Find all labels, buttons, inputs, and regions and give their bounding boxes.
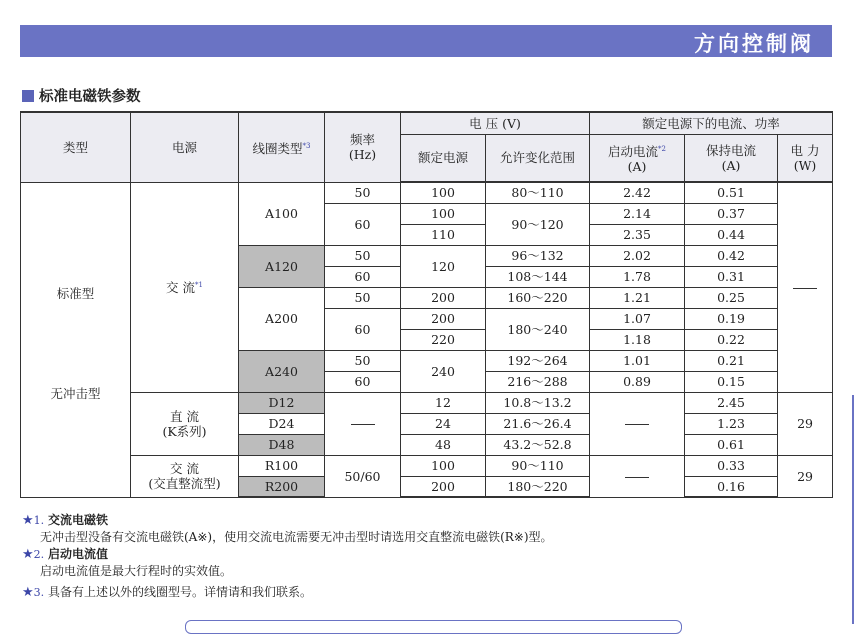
rated-cell: 110 xyxy=(401,224,486,245)
range-cell: 180～220 xyxy=(486,476,590,497)
hold-cell: 0.21 xyxy=(685,350,778,371)
range-cell: 10.8～13.2 xyxy=(486,392,590,413)
start-cell xyxy=(590,392,685,455)
hold-cell: 0.61 xyxy=(685,434,778,455)
rated-cell: 200 xyxy=(401,308,486,329)
start-cell: 1.07 xyxy=(590,308,685,329)
header-power-source: 电源 xyxy=(131,112,239,182)
page-banner xyxy=(20,25,832,57)
hold-cell: 0.33 xyxy=(685,455,778,476)
rated-cell: 100 xyxy=(401,455,486,476)
side-decoration-line xyxy=(852,395,854,624)
footnote-number: 2. xyxy=(33,548,45,561)
start-cell: 1.01 xyxy=(590,350,685,371)
section-heading xyxy=(22,85,141,105)
dash-mark xyxy=(625,424,649,425)
hold-cell: 1.23 xyxy=(685,413,778,434)
hold-cell: 0.16 xyxy=(685,476,778,497)
rated-cell: 220 xyxy=(401,329,486,350)
section-title: 标准电磁铁参数 xyxy=(39,89,141,105)
freq-cell: 60 xyxy=(325,266,401,287)
start-cell: 0.89 xyxy=(590,371,685,392)
header-frequency-unit: (Hz) xyxy=(348,147,377,163)
power-w-cell: 29 xyxy=(778,455,833,497)
start-cell: 1.18 xyxy=(590,329,685,350)
freq-cell: 50/60 xyxy=(325,455,401,497)
header-current-power: 额定电源下的电流、功率 xyxy=(590,112,833,134)
footnote-mark: *1 xyxy=(195,281,203,290)
power-dc-label: 直 流 xyxy=(170,408,199,424)
table-row xyxy=(21,455,833,476)
footnotes xyxy=(22,512,553,601)
power-ac xyxy=(131,182,239,392)
range-cell: 216～288 xyxy=(486,371,590,392)
header-coil-type-label: 线圈类型 xyxy=(252,140,303,156)
power-acdc-sub: (交直整流型) xyxy=(148,476,221,491)
range-cell: 80～110 xyxy=(486,182,590,203)
hold-cell: 0.22 xyxy=(685,329,778,350)
footnote-number: 1. xyxy=(33,514,45,527)
type-shockless: 无冲击型 xyxy=(50,385,101,401)
rated-cell: 120 xyxy=(401,245,486,287)
hold-cell: 0.44 xyxy=(685,224,778,245)
power-ac-label: 交 流 xyxy=(166,280,195,296)
footnote-text: 启动电流值是最大行程时的实效值。 xyxy=(40,564,233,578)
header-start-current-label: 启动电流 xyxy=(608,143,659,159)
start-cell xyxy=(590,455,685,497)
rated-cell: 240 xyxy=(401,350,486,392)
footnote-title: 启动电流值 xyxy=(47,547,108,561)
footnote-text: 无冲击型没备有交流电磁铁(A※)，使用交流电流需要无冲击型时请选用交直整流电磁铁(R※)型。 xyxy=(40,530,553,544)
bottom-frame xyxy=(185,620,682,634)
start-cell: 1.78 xyxy=(590,266,685,287)
coil-cell: A200 xyxy=(239,287,325,350)
range-cell: 160～220 xyxy=(486,287,590,308)
hold-cell: 0.19 xyxy=(685,308,778,329)
rated-cell: 100 xyxy=(401,203,486,224)
footnote-number: 3. xyxy=(33,586,45,599)
header-frequency xyxy=(325,112,401,182)
header-rated-source: 额定电源 xyxy=(401,134,486,182)
type-cell xyxy=(21,182,131,497)
range-cell: 108～144 xyxy=(486,266,590,287)
coil-cell: A100 xyxy=(239,182,325,245)
header-power-w-unit: (W) xyxy=(793,157,817,173)
star-icon: ★ xyxy=(22,547,34,562)
solenoid-spec-table xyxy=(20,111,833,498)
power-dc-sub: (K系列) xyxy=(162,423,207,439)
rated-cell: 100 xyxy=(401,182,486,203)
square-bullet-icon xyxy=(22,90,34,102)
footnote-2-heading xyxy=(22,546,553,563)
hold-cell: 0.51 xyxy=(685,182,778,203)
range-cell: 21.6～26.4 xyxy=(486,413,590,434)
header-type: 类型 xyxy=(21,112,131,182)
footnote-mark: *3 xyxy=(302,141,311,150)
star-icon: ★ xyxy=(22,585,34,600)
type-standard: 标准型 xyxy=(56,285,95,301)
coil-cell: A120 xyxy=(239,245,325,287)
dash-mark xyxy=(351,424,375,425)
header-hold-current-label: 保持电流 xyxy=(706,142,757,158)
freq-cell: 60 xyxy=(325,203,401,245)
range-cell: 192～264 xyxy=(486,350,590,371)
footnote-3 xyxy=(22,584,553,601)
coil-cell: D12 xyxy=(239,392,325,413)
range-cell: 96～132 xyxy=(486,245,590,266)
header-coil-type xyxy=(239,112,325,182)
start-cell: 2.35 xyxy=(590,224,685,245)
header-frequency-label: 频率 xyxy=(349,132,375,148)
hold-cell: 0.15 xyxy=(685,371,778,392)
footnote-mark: *2 xyxy=(658,144,666,153)
footnote-1-heading xyxy=(22,512,553,529)
star-icon: ★ xyxy=(22,513,34,528)
start-cell: 2.02 xyxy=(590,245,685,266)
footnote-text: 具备有上述以外的线圈型号。详情请和我们联系。 xyxy=(47,585,312,599)
footnote-title: 交流电磁铁 xyxy=(47,513,108,527)
coil-cell: D48 xyxy=(239,434,325,455)
freq-cell: 50 xyxy=(325,245,401,266)
rated-cell: 200 xyxy=(401,287,486,308)
header-power-w-label: 电 力 xyxy=(790,142,820,158)
rated-cell: 24 xyxy=(401,413,486,434)
table-row xyxy=(21,392,833,413)
coil-cell: A240 xyxy=(239,350,325,392)
coil-cell: R100 xyxy=(239,455,325,476)
freq-cell: 60 xyxy=(325,371,401,392)
header-hold-current xyxy=(685,134,778,182)
freq-cell: 50 xyxy=(325,182,401,203)
start-cell: 1.21 xyxy=(590,287,685,308)
start-cell: 2.14 xyxy=(590,203,685,224)
power-w-cell: 29 xyxy=(778,392,833,455)
range-cell: 90～110 xyxy=(486,455,590,476)
hold-cell: 0.25 xyxy=(685,287,778,308)
start-cell: 2.42 xyxy=(590,182,685,203)
freq-cell: 60 xyxy=(325,308,401,350)
range-cell: 90～120 xyxy=(486,203,590,245)
range-cell: 180～240 xyxy=(486,308,590,350)
header-voltage: 电 压 (V) xyxy=(401,112,590,134)
power-w-cell xyxy=(778,182,833,392)
freq-cell: 50 xyxy=(325,287,401,308)
coil-cell: R200 xyxy=(239,476,325,497)
header-hold-current-unit: (A) xyxy=(721,157,741,173)
hold-cell: 2.45 xyxy=(685,392,778,413)
banner-title: 方向控制阀 xyxy=(694,32,814,56)
power-acdc xyxy=(131,455,239,497)
power-dc xyxy=(131,392,239,455)
range-cell: 43.2～52.8 xyxy=(486,434,590,455)
dash-mark xyxy=(793,288,817,289)
rated-cell: 48 xyxy=(401,434,486,455)
hold-cell: 0.42 xyxy=(685,245,778,266)
dash-mark xyxy=(625,477,649,478)
freq-cell xyxy=(325,392,401,455)
rated-cell: 200 xyxy=(401,476,486,497)
freq-cell: 50 xyxy=(325,350,401,371)
header-start-current xyxy=(590,134,685,182)
header-allowed-range: 允许变化范围 xyxy=(486,134,590,182)
header-power-w xyxy=(778,134,833,182)
table-row xyxy=(21,182,833,203)
hold-cell: 0.31 xyxy=(685,266,778,287)
power-acdc-label: 交 流 xyxy=(170,461,199,476)
header-start-current-unit: (A) xyxy=(627,158,647,174)
hold-cell: 0.37 xyxy=(685,203,778,224)
rated-cell: 12 xyxy=(401,392,486,413)
coil-cell: D24 xyxy=(239,413,325,434)
